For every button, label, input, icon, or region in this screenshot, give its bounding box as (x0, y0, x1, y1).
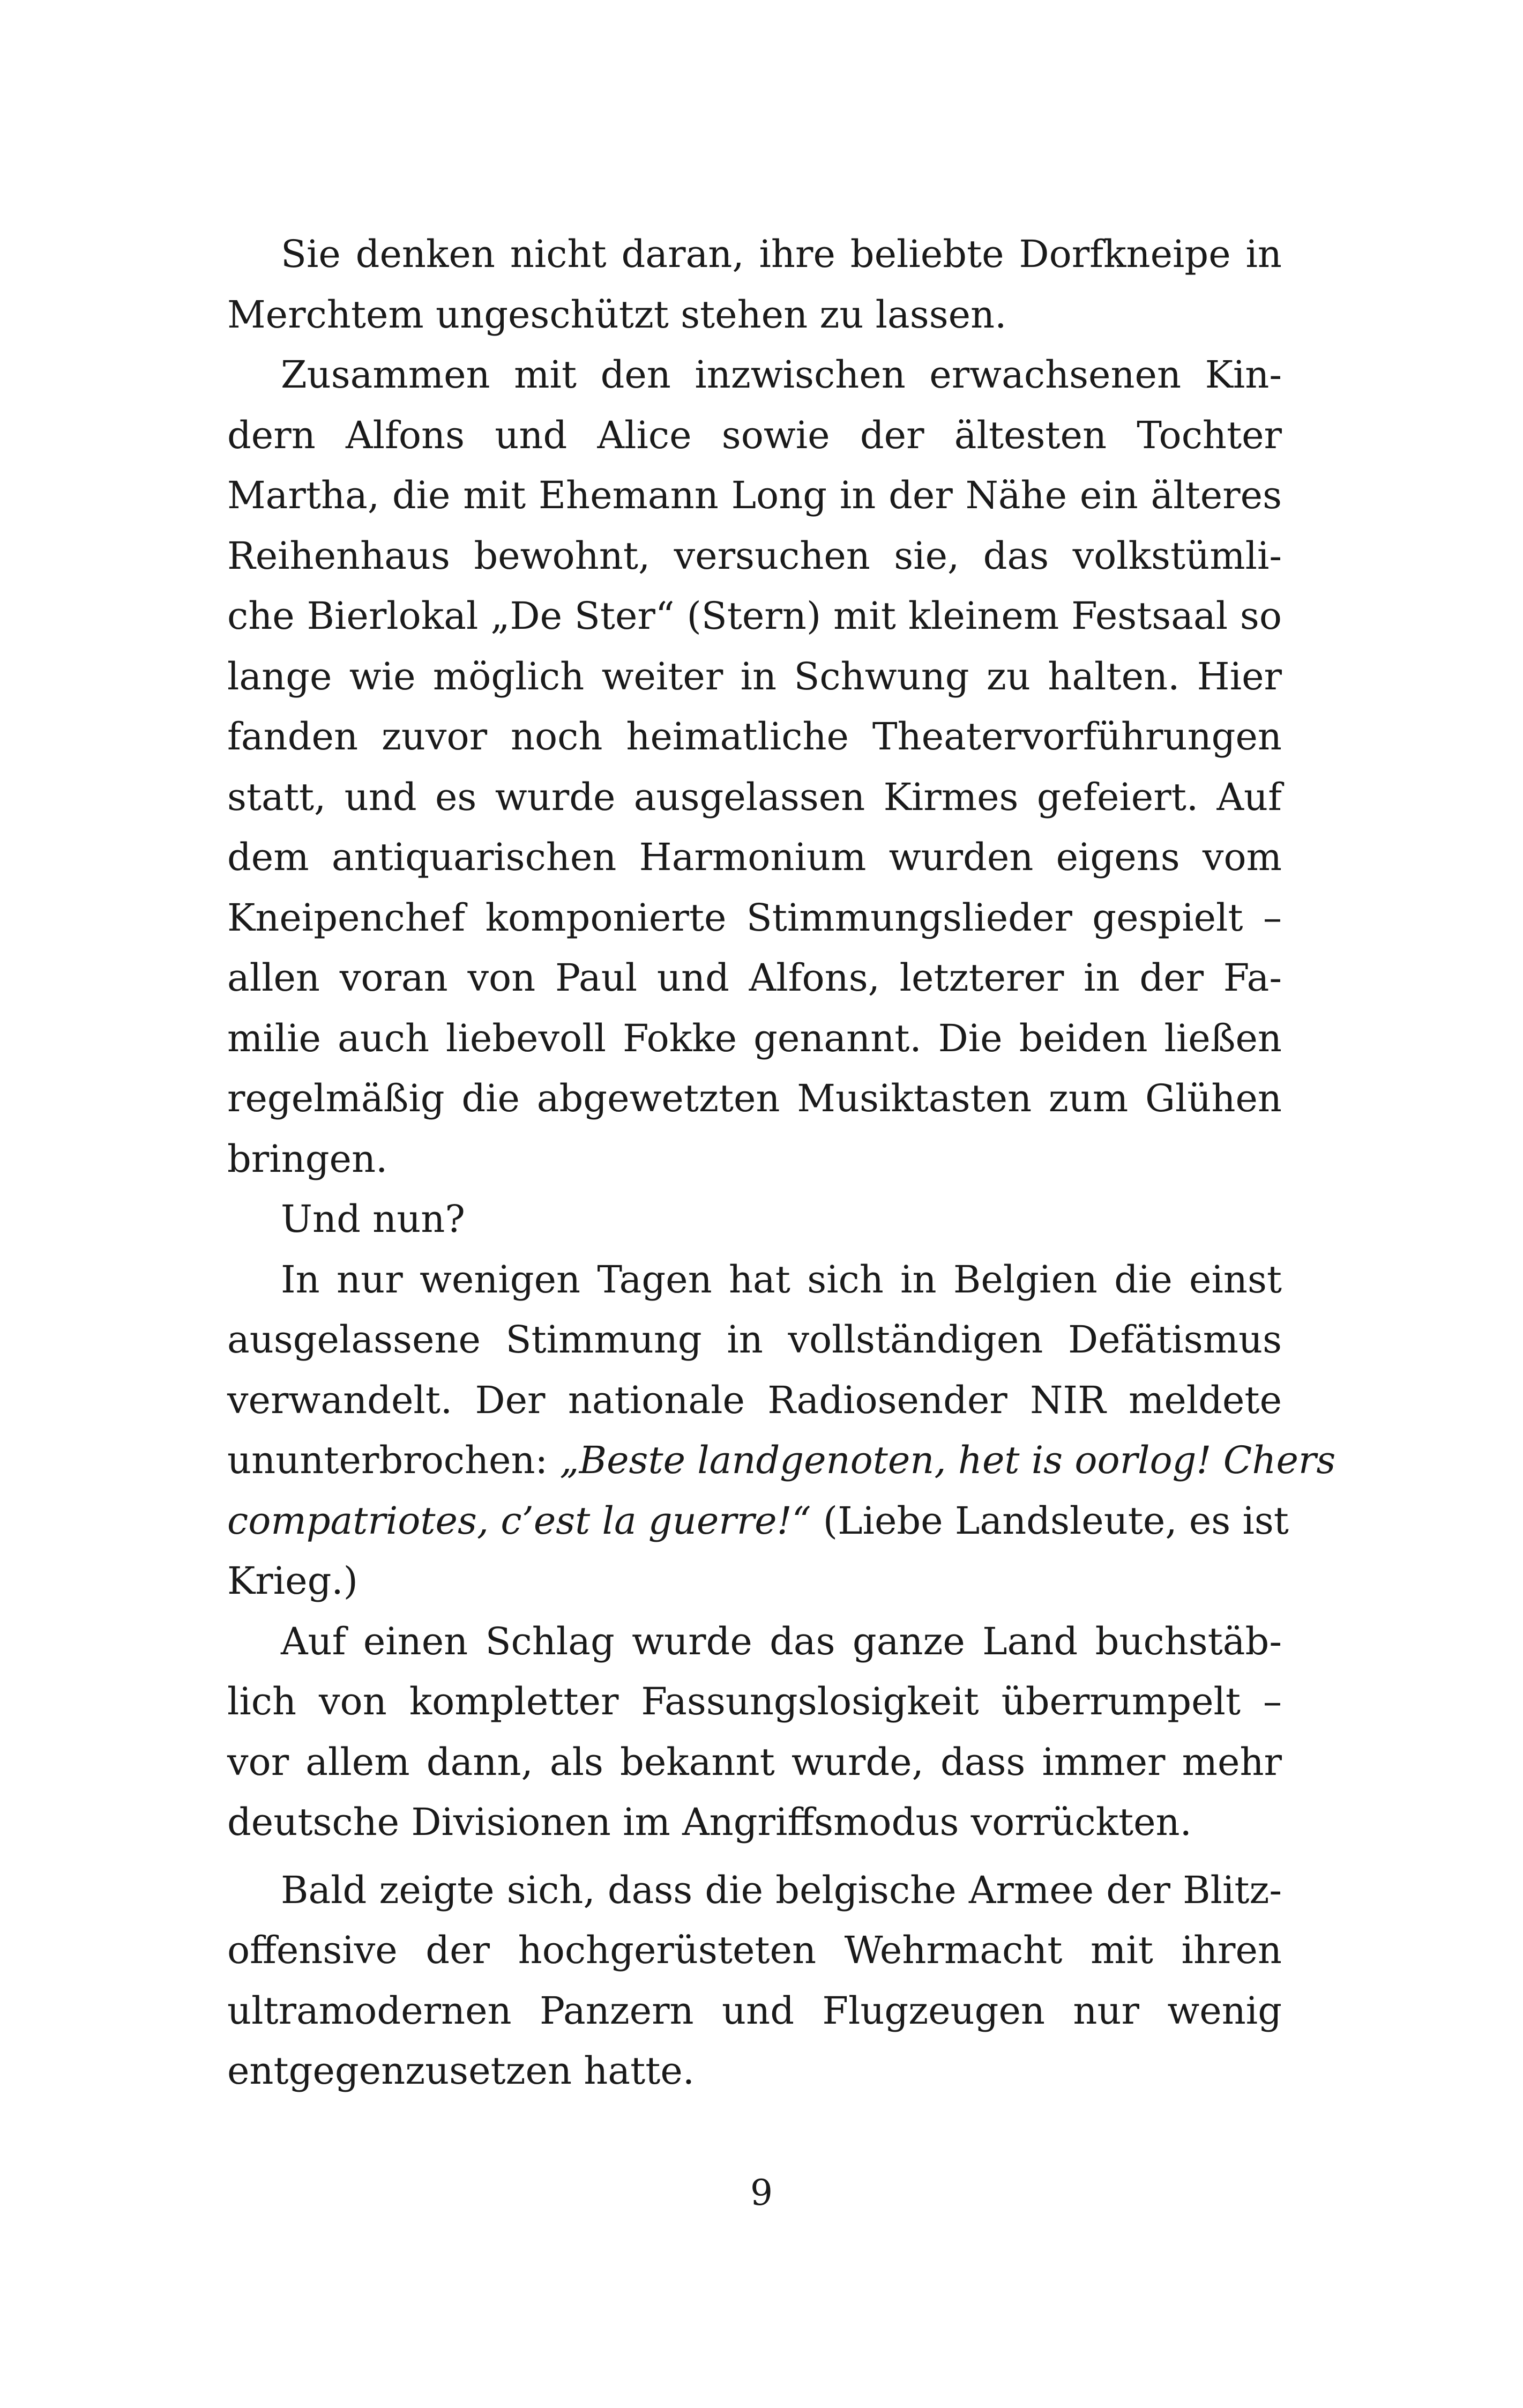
text-line: statt, und es wurde ausgelassen Kirmes gefeiert. Auf (227, 775, 1282, 819)
text-line: lange wie möglich weiter in Schwung zu halten. Hier (227, 654, 1282, 698)
text-line: che Bierlokal „De Ster“ (Stern) mit kleinem Festsaal so (227, 594, 1282, 638)
text-line (227, 1430, 1336, 1491)
text-line: Merchtem ungeschützt stehen zu lassen. (227, 292, 1007, 337)
italic-quote: „Beste landgenoten, het is oorlog! Chers (559, 1438, 1336, 1482)
text-line: ausgelassene Stimmung in vollständigen Defätismus (227, 1318, 1282, 1362)
text-line: lich von kompletter Fassungslosigkeit überrumpelt – (227, 1679, 1282, 1723)
text-line: Und nun? (281, 1197, 465, 1241)
page-number: 9 (750, 2172, 773, 2213)
text-line: entgegenzusetzen hatte. (227, 2049, 695, 2093)
text-line: offensive der hochgerüsteten Wehrmacht mit ihren (227, 1928, 1282, 1972)
text-line: dem antiquarischen Harmonium wurden eigens vom (227, 835, 1282, 879)
text-line: Auf einen Schlag wurde das ganze Land buchstäb- (281, 1619, 1282, 1663)
text-line: fanden zuvor noch heimatliche Theatervorführungen (227, 715, 1282, 759)
text-span: (Liebe Landsleute, es ist (811, 1498, 1289, 1543)
text-line: allen voran von Paul und Alfons, letzterer in der Fa- (227, 956, 1282, 1000)
text-line: ultramodernen Panzern und Flugzeugen nur wenig (227, 1988, 1282, 2033)
text-line: vor allem dann, als bekannt wurde, dass immer mehr (227, 1740, 1282, 1784)
text-line: verwandelt. Der nationale Radiosender NIR meldete (227, 1378, 1282, 1422)
text-line: dern Alfons und Alice sowie der ältesten Tochter (227, 413, 1282, 457)
text-line: Bald zeigte sich, dass die belgische Armee der Blitz- (281, 1868, 1282, 1912)
text-line: milie auch liebevoll Fokke genannt. Die beiden ließen (227, 1016, 1282, 1060)
text-line: Sie denken nicht daran, ihre beliebte Dorfkneipe in (281, 232, 1282, 276)
text-span: ununterbrochen: (227, 1438, 560, 1482)
text-line: deutsche Divisionen im Angriffsmodus vorrückten. (227, 1800, 1192, 1844)
text-line: Krieg.) (227, 1559, 358, 1603)
paragraph-gap (227, 1853, 1282, 1860)
text-line: Reihenhaus bewohnt, versuchen sie, das volkstümli- (227, 533, 1282, 578)
text-line: In nur wenigen Tagen hat sich in Belgien die einst (281, 1257, 1282, 1302)
text-line: Kneipenchef komponierte Stimmungslieder gespielt – (227, 895, 1282, 940)
text-line: regelmäßig die abgewetzten Musiktasten zum Glühen (227, 1076, 1282, 1120)
italic-quote: compatriotes, c’est la guerre!“ (227, 1498, 811, 1543)
text-line: Martha, die mit Ehemann Long in der Nähe ein älteres (227, 473, 1282, 517)
text-line (227, 1491, 1289, 1551)
text-line: Zusammen mit den inzwischen erwachsenen Kin- (281, 353, 1282, 397)
body-text (227, 224, 1336, 2101)
text-line: bringen. (227, 1136, 388, 1181)
